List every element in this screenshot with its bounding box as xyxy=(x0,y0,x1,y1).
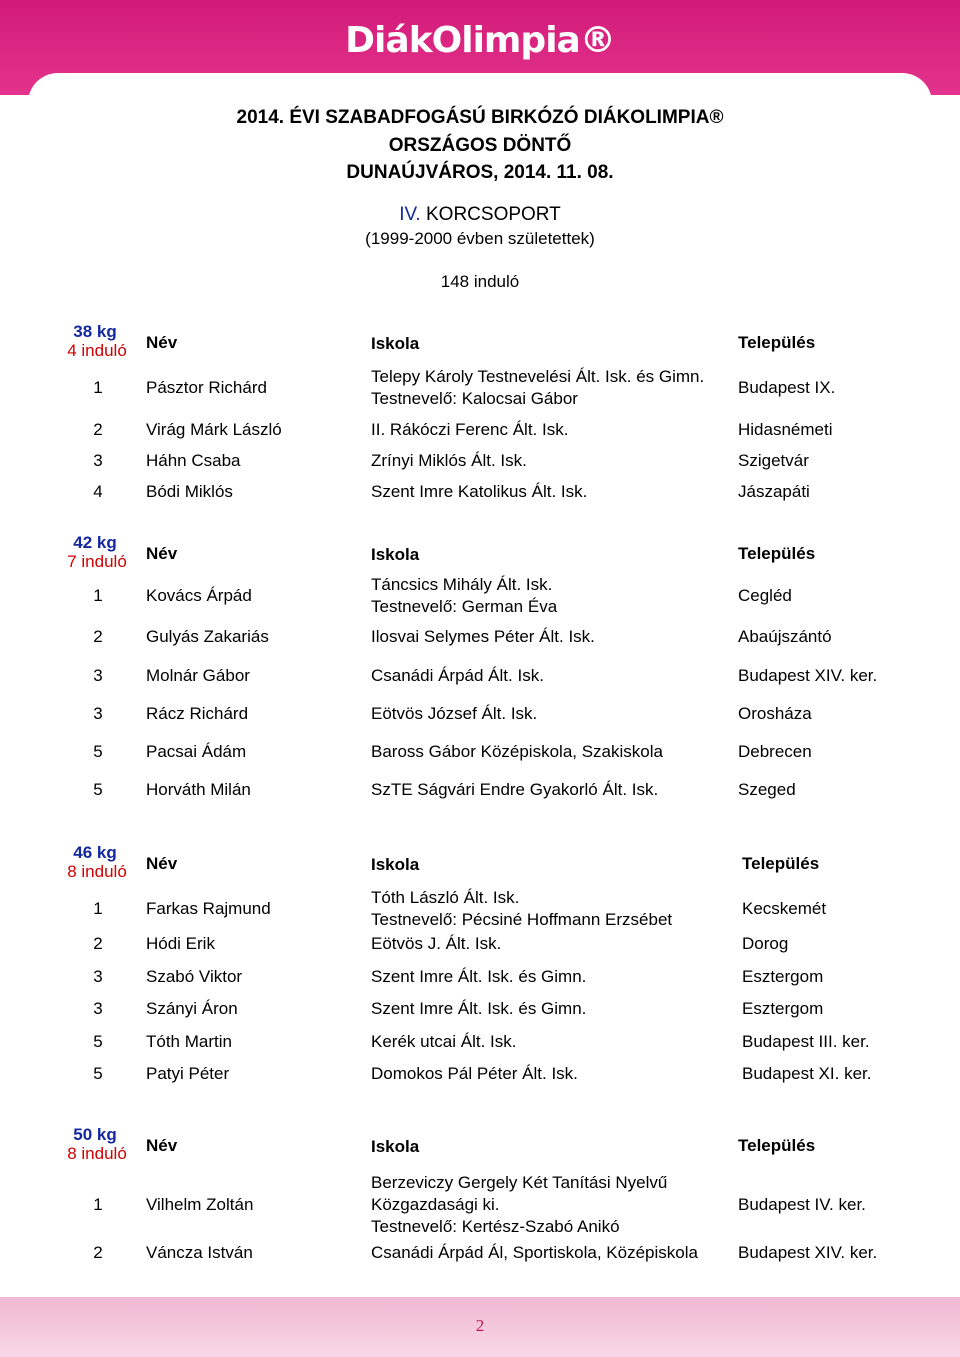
school-cell xyxy=(371,419,568,441)
rank: 2 xyxy=(93,1243,103,1262)
event-subtitle: ORSZÁGOS DÖNTŐ xyxy=(388,135,572,156)
city: Budapest XIV. ker. xyxy=(738,1243,878,1262)
school-line: Eötvös J. Ált. Isk. xyxy=(371,934,502,953)
athlete-name: Vilhelm Zoltán xyxy=(146,1195,254,1214)
header-name: Név xyxy=(146,544,178,563)
header-school: Iskola xyxy=(371,1137,420,1156)
athlete-name: Pacsai Ádám xyxy=(146,742,247,761)
rank: 1 xyxy=(93,1195,103,1214)
school-line: Tóth László Ált. Isk. xyxy=(371,888,520,907)
weight-class-label: 42 kg xyxy=(73,533,117,552)
school-line: Szent Imre Ált. Isk. és Gimn. xyxy=(371,999,587,1018)
rank: 5 xyxy=(93,780,103,799)
rank: 5 xyxy=(93,1032,103,1051)
school-line: Testnevelő: Kalocsai Gábor xyxy=(371,389,578,408)
school-cell xyxy=(371,998,586,1020)
city: Budapest XIV. ker. xyxy=(738,666,878,685)
rank: 3 xyxy=(93,666,103,685)
rank: 4 xyxy=(93,482,103,501)
school-line: Testnevelő: Pécsiné Hoffmann Erzsébet xyxy=(371,910,673,929)
rank: 1 xyxy=(93,899,103,918)
header-name: Név xyxy=(146,333,178,352)
rank: 5 xyxy=(93,1064,103,1083)
city: Esztergom xyxy=(742,999,824,1018)
school-line: Eötvös József Ált. Isk. xyxy=(371,704,538,723)
athlete-name: Patyi Péter xyxy=(146,1064,230,1083)
school-line: Szent Imre Ált. Isk. és Gimn. xyxy=(371,967,587,986)
school-cell xyxy=(371,1063,578,1085)
city: Hidasnémeti xyxy=(738,420,833,439)
school-line: Kerék utcai Ált. Isk. xyxy=(371,1032,517,1051)
city: Orosháza xyxy=(738,704,812,723)
city: Cegléd xyxy=(738,586,792,605)
participant-count: 7 induló xyxy=(67,552,127,571)
city: Jászapáti xyxy=(738,482,810,501)
event-title: 2014. ÉVI SZABADFOGÁSÚ BIRKÓZÓ DIÁKOLIMPIA® xyxy=(236,107,724,128)
city: Abaújszántó xyxy=(738,627,832,646)
header-city: Település xyxy=(738,1136,816,1155)
city: Budapest XI. ker. xyxy=(742,1064,872,1083)
athlete-name: Pásztor Richárd xyxy=(146,378,267,397)
school-cell xyxy=(371,1031,517,1053)
school-line: SzTE Ságvári Endre Gyakorló Ált. Isk. xyxy=(371,780,659,799)
school-cell xyxy=(371,887,672,931)
city: Budapest IX. xyxy=(738,378,836,397)
rank: 1 xyxy=(93,378,103,397)
school-cell xyxy=(371,626,595,648)
header-city: Település xyxy=(738,333,816,352)
school-cell xyxy=(371,933,501,955)
school-cell xyxy=(371,450,527,472)
diakolimpia-logo: DiákOlimpia® xyxy=(345,20,615,61)
school-cell xyxy=(371,703,537,725)
athlete-name: Szabó Viktor xyxy=(146,967,243,986)
school-cell xyxy=(371,741,663,763)
rank: 5 xyxy=(93,742,103,761)
school-line: II. Rákóczi Ferenc Ált. Isk. xyxy=(371,420,569,439)
city: Szigetvár xyxy=(738,451,809,470)
school-line: Baross Gábor Középiskola, Szakiskola xyxy=(371,742,663,761)
weight-class-label: 38 kg xyxy=(73,322,117,341)
school-line: Ilosvai Selymes Péter Ált. Isk. xyxy=(371,627,595,646)
rank: 2 xyxy=(93,420,103,439)
rank: 1 xyxy=(93,586,103,605)
school-cell xyxy=(371,574,557,618)
event-location-date: DUNAÚJVÁROS, 2014. 11. 08. xyxy=(346,162,614,183)
athlete-name: Váncza István xyxy=(146,1243,253,1262)
athlete-name: Farkas Rajmund xyxy=(146,899,271,918)
rank: 3 xyxy=(93,451,103,470)
school-line: Zrínyi Miklós Ált. Isk. xyxy=(371,451,527,470)
school-cell xyxy=(371,665,544,687)
athlete-name: Bódi Miklós xyxy=(146,482,233,501)
weight-class-label: 50 kg xyxy=(73,1125,117,1144)
athlete-name: Háhn Csaba xyxy=(146,451,241,470)
city: Dorog xyxy=(742,934,789,953)
school-cell xyxy=(371,966,586,988)
header-city: Település xyxy=(738,544,816,563)
school-line: Telepy Károly Testnevelési Ált. Isk. és Gimn. xyxy=(371,367,705,386)
athlete-name: Horváth Milán xyxy=(146,780,251,799)
birth-years: (1999-2000 évben születettek) xyxy=(365,229,595,248)
school-cell xyxy=(371,1172,667,1238)
school-line: Domokos Pál Péter Ált. Isk. xyxy=(371,1064,578,1083)
header-school: Iskola xyxy=(371,334,420,353)
school-line: Testnevelő: German Éva xyxy=(371,597,558,616)
athlete-name: Kovács Árpád xyxy=(146,586,252,605)
city: Budapest IV. ker. xyxy=(738,1195,866,1214)
age-group: IV. KORCSOPORT xyxy=(399,204,561,225)
city: Esztergom xyxy=(742,967,824,986)
school-line: Csanádi Árpád Ált. Isk. xyxy=(371,666,544,685)
rank: 3 xyxy=(93,704,103,723)
rank: 2 xyxy=(93,934,103,953)
weight-class-label: 46 kg xyxy=(73,843,117,862)
school-line: Berzeviczy Gergely Két Tanítási Nyelvű xyxy=(371,1173,668,1192)
school-line: Testnevelő: Kertész-Szabó Anikó xyxy=(371,1217,620,1236)
header-school: Iskola xyxy=(371,855,420,874)
city: Kecskemét xyxy=(742,899,827,918)
page-number: 2 xyxy=(475,1316,485,1335)
header-name: Név xyxy=(146,1136,178,1155)
athlete-name: Rácz Richárd xyxy=(146,704,249,723)
city: Szeged xyxy=(738,780,796,799)
athlete-name: Szányi Áron xyxy=(146,999,238,1018)
school-cell xyxy=(371,779,658,801)
rank: 3 xyxy=(93,967,103,986)
rank: 2 xyxy=(93,627,103,646)
rank: 3 xyxy=(93,999,103,1018)
school-cell xyxy=(371,366,704,410)
school-line: Szent Imre Katolikus Ált. Isk. xyxy=(371,482,588,501)
school-cell xyxy=(371,481,587,503)
header-name: Név xyxy=(146,854,178,873)
school-cell xyxy=(371,1242,698,1264)
school-line: Közgazdasági ki. xyxy=(371,1195,500,1214)
participant-count: 8 induló xyxy=(67,862,127,881)
athlete-name: Tóth Martin xyxy=(146,1032,232,1051)
header-school: Iskola xyxy=(371,545,420,564)
athlete-name: Virág Márk László xyxy=(146,420,282,439)
athlete-name: Molnár Gábor xyxy=(146,666,250,685)
school-line: Táncsics Mihály Ált. Isk. xyxy=(371,575,553,594)
athlete-name: Hódi Erik xyxy=(146,934,215,953)
city: Debrecen xyxy=(738,742,812,761)
city: Budapest III. ker. xyxy=(742,1032,870,1051)
total-participants: 148 induló xyxy=(440,272,520,291)
school-line: Csanádi Árpád Ál, Sportiskola, Középiskola xyxy=(371,1243,698,1262)
participant-count: 8 induló xyxy=(67,1144,127,1163)
athlete-name: Gulyás Zakariás xyxy=(146,627,269,646)
header-city: Település xyxy=(742,854,820,873)
participant-count: 4 induló xyxy=(67,341,127,360)
